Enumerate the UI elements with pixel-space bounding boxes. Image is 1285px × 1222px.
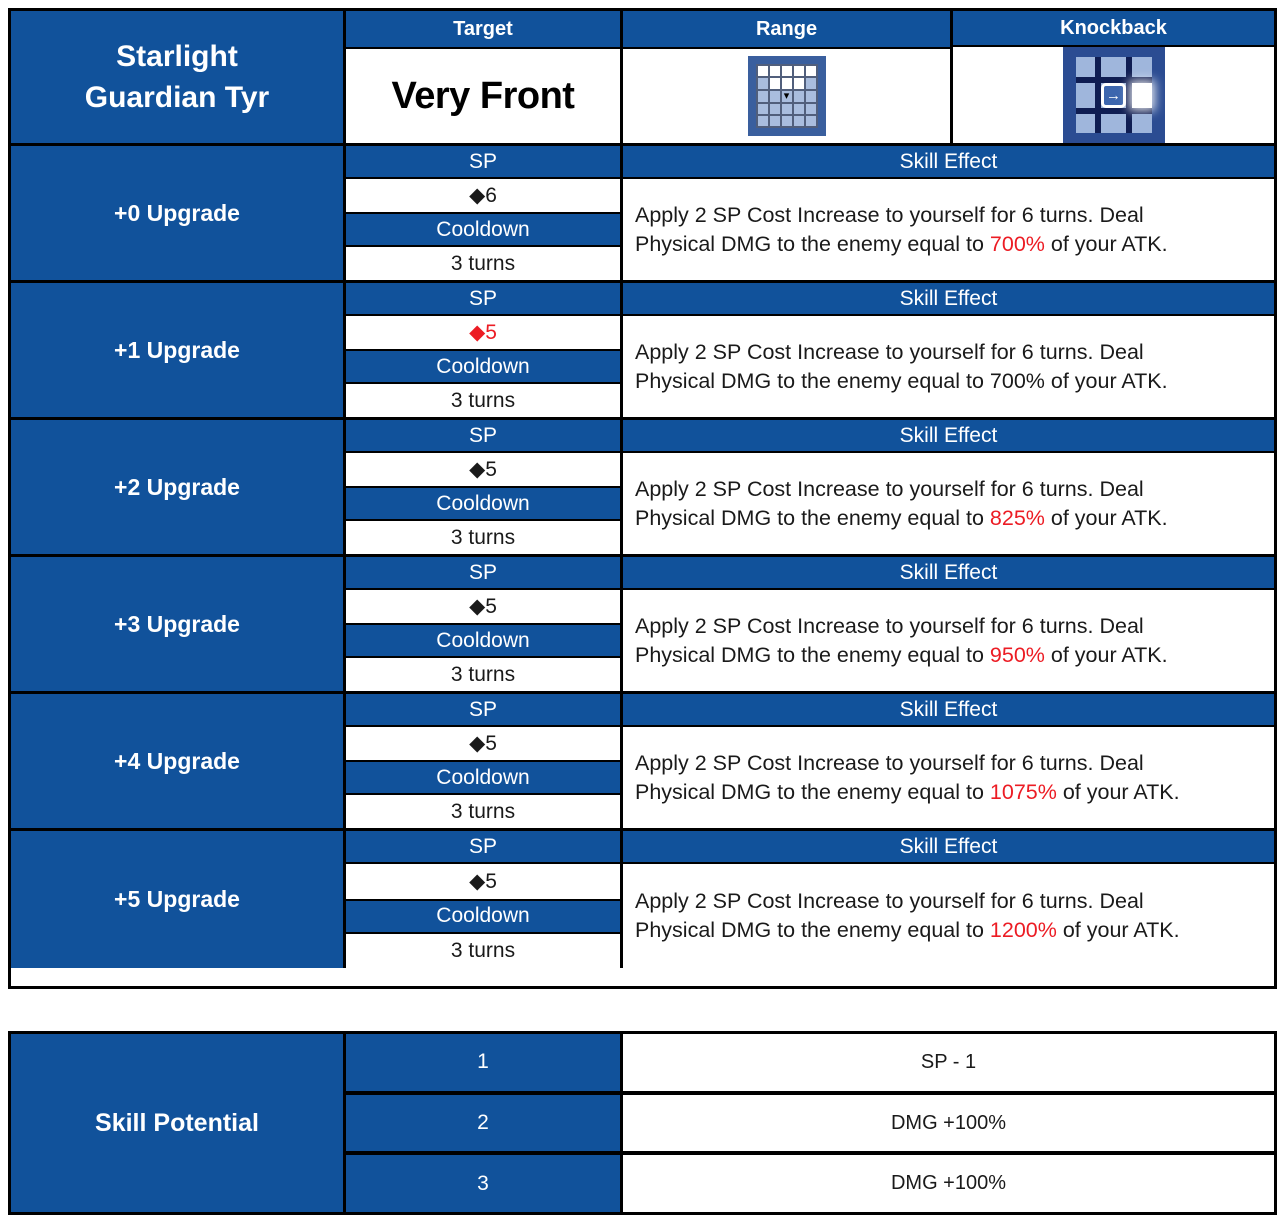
- skill-effect-header: Skill Effect: [623, 146, 1274, 179]
- cooldown-value: 3 turns: [346, 658, 620, 691]
- effect-value: 1200%: [989, 918, 1057, 942]
- sp-cooldown-column: [346, 557, 623, 691]
- effect-suffix: of your ATK.: [1056, 918, 1180, 942]
- upgrade-label: +0 Upgrade: [11, 146, 346, 280]
- upgrade-label: +2 Upgrade: [11, 420, 346, 554]
- target-value: Very Front: [391, 74, 575, 117]
- range-column-header: Range: [623, 11, 950, 49]
- skill-effect-column: [623, 146, 1274, 280]
- cooldown-value: 3 turns: [346, 247, 620, 280]
- effect-value: 700%: [989, 231, 1045, 256]
- skill-effect-text: [623, 864, 1274, 968]
- table-header-row: [11, 11, 1274, 146]
- skill-effect-column: [623, 420, 1274, 554]
- skill-effect-text: [623, 453, 1274, 554]
- cooldown-header: Cooldown: [346, 901, 620, 934]
- potential-effect: SP - 1: [623, 1034, 1274, 1091]
- potential-effect: DMG +100%: [623, 1155, 1274, 1212]
- effect-suffix: of your ATK.: [1044, 231, 1168, 256]
- target-column: [346, 11, 623, 143]
- cooldown-value: 3 turns: [346, 521, 620, 554]
- sp-cooldown-column: [346, 146, 623, 280]
- potential-row: [346, 1151, 1274, 1212]
- cooldown-header: Cooldown: [346, 214, 620, 247]
- upgrade-label: +4 Upgrade: [11, 694, 346, 828]
- skill-potential-rows: [346, 1034, 1274, 1212]
- effect-prefix: Apply 2 SP Cost Increase to yourself for 6 turns. Deal Physical DMG to the enemy equal to: [635, 613, 1144, 667]
- skill-potential-table: [8, 1031, 1277, 1215]
- skill-effect-text: [623, 179, 1274, 280]
- effect-suffix: of your ATK.: [1044, 368, 1168, 393]
- upgrade-section-3: [11, 557, 1274, 694]
- cooldown-header: Cooldown: [346, 488, 620, 521]
- sp-cooldown-column: [346, 283, 623, 417]
- upgrade-section-4: [11, 694, 1274, 831]
- upgrade-label: +3 Upgrade: [11, 557, 346, 691]
- sp-cooldown-column: [346, 831, 623, 968]
- potential-row: [346, 1034, 1274, 1091]
- skill-effect-column: [623, 283, 1274, 417]
- upgrade-section-1: [11, 283, 1274, 420]
- sp-header: SP: [346, 831, 620, 864]
- effect-prefix: Apply 2 SP Cost Increase to yourself for 6 turns. Deal Physical DMG to the enemy equal to: [635, 202, 1144, 256]
- cooldown-value: 3 turns: [346, 384, 620, 417]
- target-column-header: Target: [346, 11, 620, 49]
- upgrade-section-0: [11, 146, 1274, 283]
- skill-effect-text: [623, 727, 1274, 828]
- sp-header: SP: [346, 146, 620, 179]
- sp-header: SP: [346, 283, 620, 316]
- upgrade-label: +5 Upgrade: [11, 831, 346, 968]
- effect-suffix: of your ATK.: [1044, 642, 1168, 667]
- sp-header: SP: [346, 694, 620, 727]
- potential-level: 2: [346, 1095, 623, 1152]
- skill-effect-header: Skill Effect: [623, 831, 1274, 864]
- cooldown-value: 3 turns: [346, 795, 620, 828]
- skill-effect-text: [623, 316, 1274, 417]
- skill-effect-header: Skill Effect: [623, 694, 1274, 727]
- skill-effect-column: [623, 831, 1274, 968]
- effect-value: 700%: [989, 368, 1045, 393]
- potential-effect: DMG +100%: [623, 1095, 1274, 1152]
- effect-suffix: of your ATK.: [1044, 505, 1168, 530]
- knockback-grid-icon: →: [1063, 47, 1165, 143]
- effect-value: 1075%: [989, 779, 1057, 804]
- upgrade-label: +1 Upgrade: [11, 283, 346, 417]
- effect-prefix: Apply 2 SP Cost Increase to yourself for 6 turns. Deal Physical DMG to the enemy equal to: [635, 476, 1144, 530]
- sp-value: ◆5: [346, 316, 620, 351]
- sp-header: SP: [346, 420, 620, 453]
- cooldown-header: Cooldown: [346, 762, 620, 795]
- knockback-column-header: Knockback: [953, 11, 1274, 47]
- main-skill-table: [8, 8, 1277, 989]
- cooldown-header: Cooldown: [346, 351, 620, 384]
- cooldown-header: Cooldown: [346, 625, 620, 658]
- sp-header: SP: [346, 557, 620, 590]
- range-grid-icon: ▾: [748, 56, 826, 136]
- effect-prefix: Apply 2 SP Cost Increase to yourself for 6 turns. Deal Physical DMG to the enemy equal to: [635, 339, 1144, 393]
- sp-value: ◆5: [346, 453, 620, 488]
- sp-value: ◆5: [346, 590, 620, 625]
- effect-suffix: of your ATK.: [1056, 779, 1180, 804]
- skill-effect-header: Skill Effect: [623, 420, 1274, 453]
- character-name: Starlight Guardian Tyr: [11, 11, 346, 143]
- skill-effect-column: [623, 694, 1274, 828]
- skill-potential-title: Skill Potential: [11, 1034, 346, 1212]
- effect-prefix: Apply 2 SP Cost Increase to yourself for 6 turns. Deal Physical DMG to the enemy equal to: [635, 889, 1144, 942]
- upgrade-section-5: [11, 831, 1274, 968]
- potential-level: 1: [346, 1034, 623, 1091]
- potential-level: 3: [346, 1155, 623, 1212]
- skill-effect-header: Skill Effect: [623, 557, 1274, 590]
- sp-cooldown-column: [346, 694, 623, 828]
- effect-value: 825%: [989, 505, 1045, 530]
- upgrade-section-2: [11, 420, 1274, 557]
- skill-effect-column: [623, 557, 1274, 691]
- range-column: [623, 11, 953, 143]
- effect-prefix: Apply 2 SP Cost Increase to yourself for 6 turns. Deal Physical DMG to the enemy equal to: [635, 750, 1144, 804]
- effect-value: 950%: [989, 642, 1045, 667]
- sp-value: ◆5: [346, 864, 620, 901]
- sp-value: ◆5: [346, 727, 620, 762]
- cooldown-value: 3 turns: [346, 934, 620, 969]
- sp-cooldown-column: [346, 420, 623, 554]
- potential-row: [346, 1091, 1274, 1152]
- sp-value: ◆6: [346, 179, 620, 214]
- skill-effect-text: [623, 590, 1274, 691]
- knockback-column: [953, 11, 1274, 143]
- skill-effect-header: Skill Effect: [623, 283, 1274, 316]
